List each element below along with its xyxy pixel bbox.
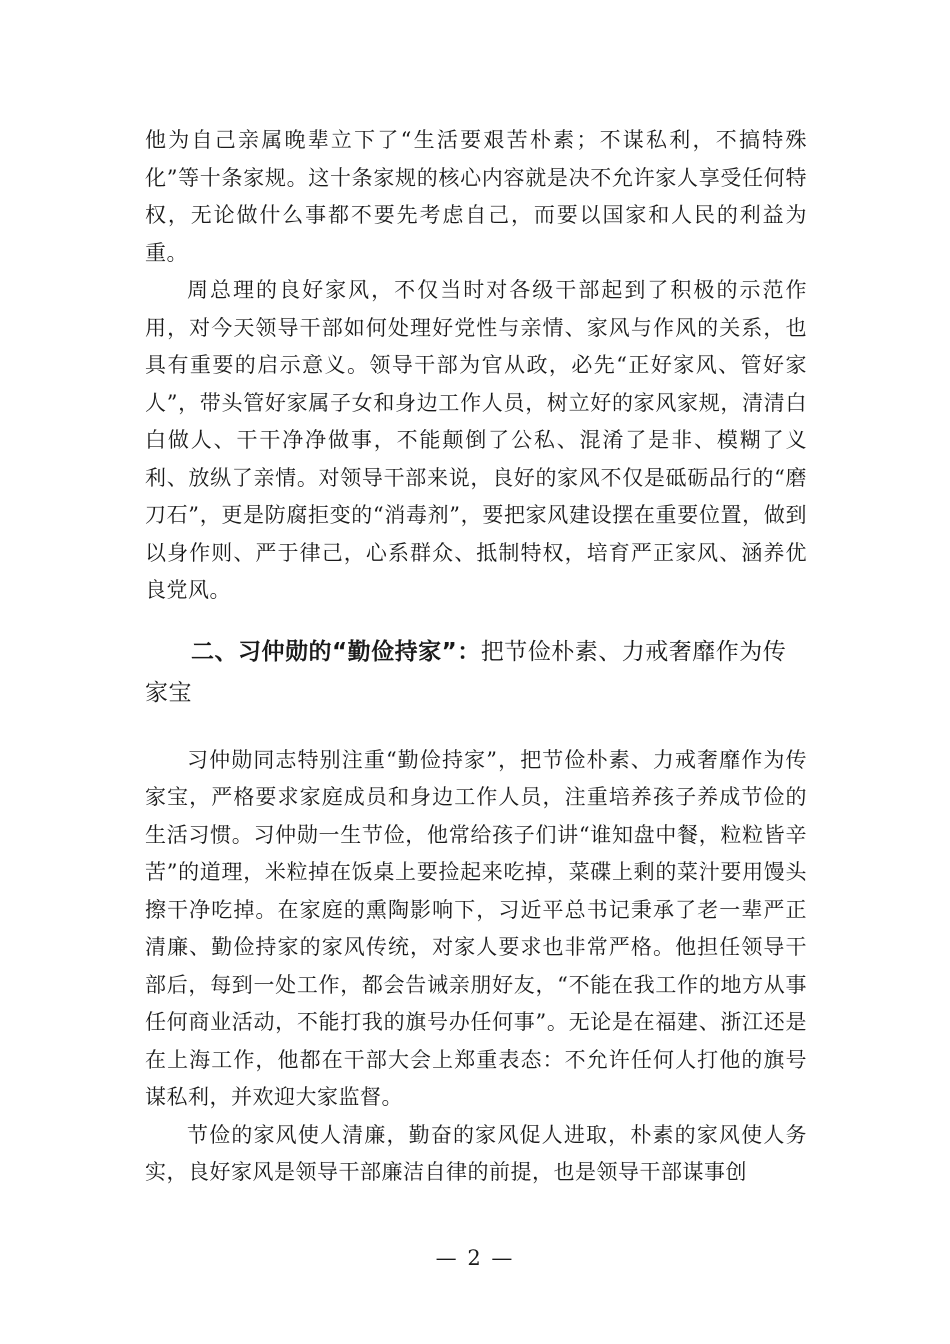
page-number: — 2 — [435, 1246, 515, 1270]
section-heading-normal: 把节俭朴素、力戒奢靡作为传家宝 [145, 638, 787, 706]
paragraph-zhou-family-style: 周总理的良好家风，不仅当时对各级干部起到了积极的示范作用，对今天领导干部如何处理好党性与亲情、家风与作风的关系，也具有重要的启示意义。领导干部为官从政，必先“正好家风、管好家人”，带头管好家属子女和身边工作人员，树立好的家风家规，清清白白做人、干干净净做事，不能颠倒了公私、混淆了是非、模糊了义利、放纵了亲情。对领导干部来说，良好的家风不仅是砥砺品行的“磨刀石”，更是防腐拒变的“消毒剂”，要把家风建设摆在重要位置，做到以身作则、严于律己，心系群众、抵制特权，培育严正家风、涵养优良党风。 [145, 278, 807, 602]
section-heading-bold: 二、习仲勋的“勤俭持家”： [191, 638, 481, 665]
paragraph-xi-zhongxun: 习仲勋同志特别注重“勤俭持家”，把节俭朴素、力戒奢靡作为传家宝，严格要求家庭成员和身边工作人员，注重培养孩子养成节俭的生活习惯。习仲勋一生节俭，他常给孩子们讲“谁知盘中餐，粒粒皆辛苦”的道理，米粒掉在饭桌上要捡起来吃掉，菜碟上剩的菜汁要用馒头擦干净吃掉。在家庭的熏陶影响下，习近平总书记秉承了老一辈严正清廉、勤俭持家的家风传统，对家人要求也非常严格。他担任领导干部后，每到一处工作，都会告诫亲朋好友，“不能在我工作的地方从事任何商业活动，不能打我的旗号办任何事”。无论是在福建、浙江还是在上海工作，他都在干部大会上郑重表态：不允许任何人打他的旗号谋私利，并欢迎大家监督。 [145, 747, 807, 1109]
document-body [145, 122, 807, 1192]
paragraph-frugal-style: 节俭的家风使人清廉，勤奋的家风促人进取，朴素的家风使人务实，良好家风是领导干部廉洁自律的前提，也是领导干部谋事创 [145, 1122, 807, 1184]
paragraph-continued: 他为自己亲属晚辈立下了“生活要艰苦朴素；不谋私利，不搞特殊化”等十条家规。这十条家规的核心内容就是决不允许家人享受任何特权，无论做什么事都不要先考虑自己，而要以国家和人民的利益为重。 [145, 128, 807, 265]
section-heading [145, 632, 807, 714]
